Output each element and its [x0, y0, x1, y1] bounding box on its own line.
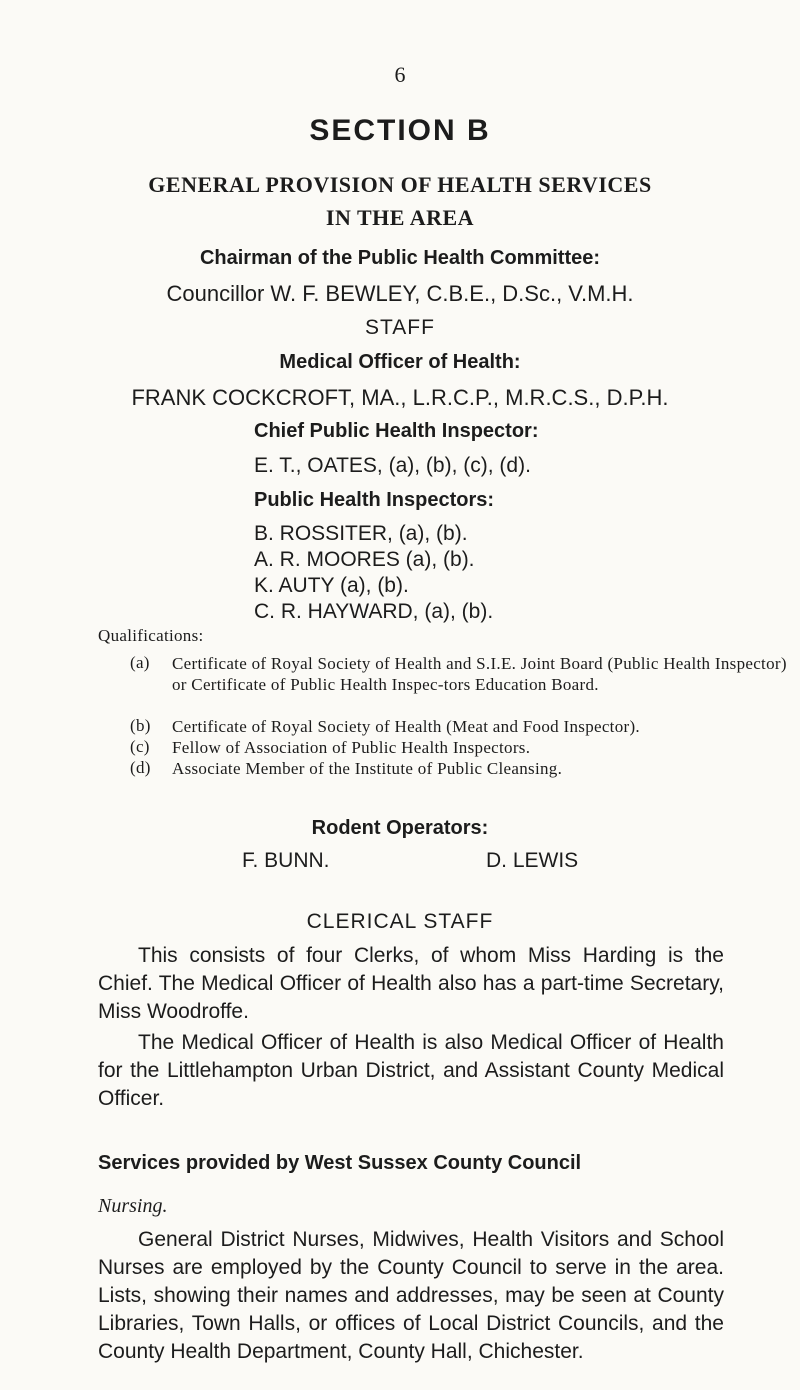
qualification-item	[130, 653, 800, 717]
qualification-text: Fellow of Association of Public Health Inspectors.	[172, 738, 531, 757]
clerical-paragraph-1: This consists of four Clerks, of whom Miss Harding is the Chief. The Medical Officer of Health also has a part-time Secretary, Miss Woodroffe.	[98, 944, 724, 1023]
qualification-text: Associate Member of the Institute of Public Cleansing.	[172, 759, 563, 778]
section-title: SECTION B	[309, 114, 491, 147]
chairman-label: Chairman of the Public Health Committee:	[199, 247, 601, 269]
qualification-key: (c)	[130, 737, 150, 756]
qualifications-label: Qualifications:	[98, 626, 204, 645]
heading-line-1: GENERAL PROVISION OF HEALTH SERVICES	[148, 172, 652, 197]
clerical-paragraph-2: The Medical Officer of Health is also Medical Officer of Health for the Littlehampton Urban District, and Assistant County Medical Officer.	[98, 1031, 724, 1110]
phi-name-1: B. ROSSITER, (a), (b).	[254, 522, 468, 545]
rodent-label: Rodent Operators:	[311, 817, 489, 839]
chief-phi-name: E. T., OATES, (a), (b), (c), (d).	[254, 454, 531, 477]
page-number: 6	[394, 62, 406, 87]
services-heading: Services provided by West Sussex County Council	[98, 1152, 582, 1174]
phi-label: Public Health Inspectors:	[254, 489, 495, 511]
qualification-text: Certificate of Royal Society of Health (Meat and Food Inspector).	[172, 717, 640, 736]
rodent-name-1: F. BUNN.	[242, 849, 330, 872]
chairman-name: Councillor W. F. BEWLEY, C.B.E., D.Sc., V.M.H.	[166, 281, 634, 306]
qualification-item	[130, 716, 800, 738]
moh-name: FRANK COCKCROFT, MA., L.R.C.P., M.R.C.S., D.P.H.	[131, 385, 669, 410]
qualification-key: (b)	[130, 716, 151, 735]
qualification-item	[130, 758, 800, 780]
qualification-key: (a)	[130, 653, 150, 672]
clerical-heading: CLERICAL STAFF	[306, 910, 494, 933]
qualification-item	[130, 737, 800, 759]
phi-name-3: K. AUTY (a), (b).	[254, 574, 409, 597]
phi-name-2: A. R. MOORES (a), (b).	[254, 548, 475, 571]
moh-label: Medical Officer of Health:	[279, 351, 521, 373]
chief-phi-label: Chief Public Health Inspector:	[254, 420, 539, 442]
qualification-text: Certificate of Royal Society of Health and S.I.E. Joint Board (Public Health Inspector) or Certificate of Public Health Inspec-tors Education Board.	[172, 654, 787, 694]
rodent-name-2: D. LEWIS	[486, 849, 579, 872]
nursing-subheading: Nursing.	[98, 1195, 168, 1217]
qualification-key: (d)	[130, 758, 151, 777]
nursing-paragraph: General District Nurses, Midwives, Health Visitors and School Nurses are employed by the County Council to serve in the area. Lists, showing their names and addresses, may be seen at County Libraries, Town Halls, or offices of Local District Councils, and the County Health Department, County Hall, Chichester.	[98, 1228, 724, 1363]
staff-heading: STAFF	[365, 316, 435, 339]
phi-name-4: C. R. HAYWARD, (a), (b).	[254, 600, 494, 623]
heading-line-2: IN THE AREA	[325, 205, 475, 230]
